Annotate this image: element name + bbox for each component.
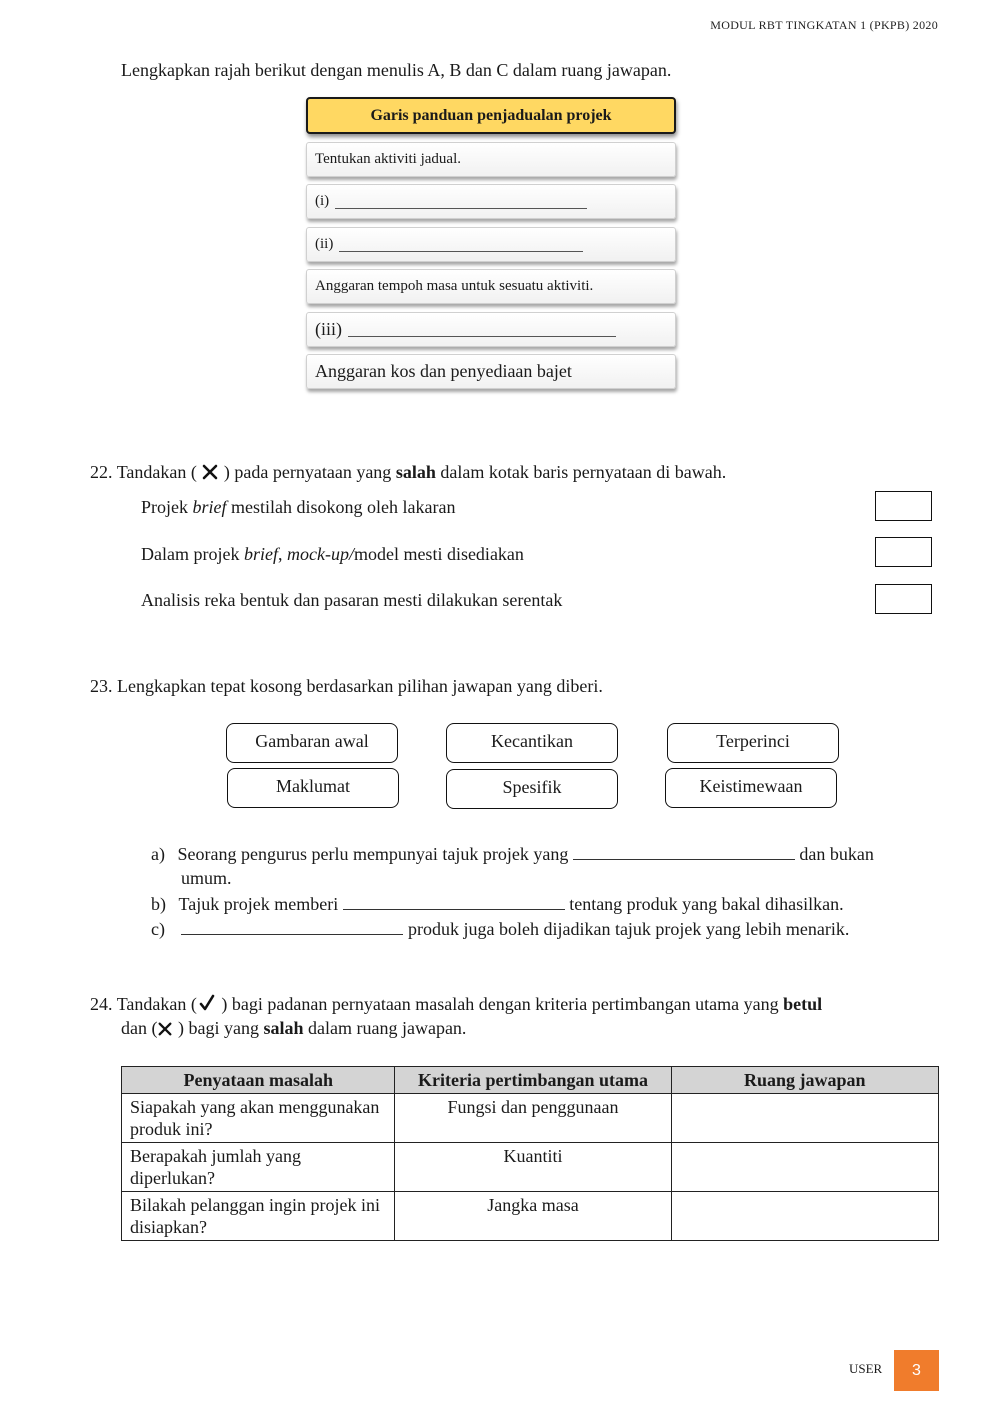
question-24-title-line2 xyxy=(121,1018,466,1039)
option-keistimewaan[interactable] xyxy=(665,768,837,808)
header-ruang-jawapan: Ruang jawapan xyxy=(671,1067,938,1094)
item-text: umum. xyxy=(181,868,232,888)
flow-step xyxy=(306,142,676,177)
instruction-text: dalam kotak baris pernyataan di bawah. xyxy=(440,462,727,482)
option-gambaran-awal[interactable] xyxy=(226,723,398,763)
question-21-instruction: Lengkapkan rajah berikut dengan menulis A, B dan C dalam ruang jawapan. xyxy=(121,60,672,80)
table-row xyxy=(122,1192,939,1241)
instruction-text: ) pada pernyataan yang xyxy=(223,462,392,482)
instruction-text: ) bagi yang xyxy=(177,1018,259,1038)
statement-text: Dalam projek xyxy=(141,544,244,564)
flow-step-blank-i xyxy=(306,184,676,219)
statement-3 xyxy=(141,590,562,611)
answer-box-1[interactable] xyxy=(875,491,932,521)
option-label: Keistimewaan xyxy=(699,775,803,796)
instruction-text: Tandakan ( xyxy=(116,462,197,482)
answer-box-3[interactable] xyxy=(875,584,932,614)
statement-italic: mock-up/ xyxy=(286,544,354,564)
fill-item-b xyxy=(151,893,844,915)
option-label: Terperinci xyxy=(716,730,790,751)
item-label: b) xyxy=(151,894,166,914)
option-kecantikan[interactable] xyxy=(446,723,618,763)
flow-step-label: (ii) xyxy=(315,236,334,252)
table-header-row xyxy=(122,1067,939,1094)
question-23-title xyxy=(90,676,603,697)
flow-step-label: (i) xyxy=(315,193,330,209)
flow-step-label: Anggaran kos dan penyediaan bajet xyxy=(315,361,572,381)
statement-2 xyxy=(141,544,524,565)
fill-item-a xyxy=(151,843,874,865)
item-text: Seorang pengurus perlu mempunyai tajuk projek yang xyxy=(177,844,569,864)
fill-item-c xyxy=(151,918,849,940)
flow-step-blank-iii xyxy=(306,312,676,347)
statement-text: , xyxy=(277,544,287,564)
answer-blank[interactable] xyxy=(348,322,616,337)
item-text: tentang produk yang bakal dihasilkan. xyxy=(569,894,844,914)
item-label: a) xyxy=(151,844,165,864)
option-terperinci[interactable] xyxy=(667,723,839,763)
option-label: Kecantikan xyxy=(491,730,573,751)
statement-text: model mesti disediakan xyxy=(353,544,524,564)
criteria-cell: Kuantiti xyxy=(395,1143,671,1192)
header-penyataan: Penyataan masalah xyxy=(122,1067,395,1094)
instruction-bold: salah xyxy=(263,1018,304,1038)
flow-title: Garis panduan penjadualan projek xyxy=(370,106,612,124)
answer-box-2[interactable] xyxy=(875,537,932,567)
option-label: Gambaran awal xyxy=(255,730,369,751)
answer-cell[interactable] xyxy=(671,1094,938,1143)
item-text: Tajuk projek memberi xyxy=(178,894,339,914)
statement-italic: brief xyxy=(243,544,278,564)
flow-title-box xyxy=(306,97,676,134)
question-number: 22. xyxy=(90,462,113,482)
cross-icon xyxy=(157,1021,173,1037)
flow-step-label: Tentukan aktiviti jadual. xyxy=(315,151,461,167)
statement-italic: brief xyxy=(192,497,227,517)
instruction-text: ) bagi padanan pernyataan masalah dengan kriteria pertimbangan utama yang xyxy=(221,994,779,1014)
instruction-text: Lengkapkan tepat kosong berdasarkan pilihan jawapan yang diberi. xyxy=(117,676,603,696)
page-number-badge: 3 xyxy=(894,1350,939,1391)
answer-blank[interactable] xyxy=(335,194,587,209)
criteria-cell: Fungsi dan penggunaan xyxy=(395,1094,671,1143)
instruction-bold: salah xyxy=(395,462,436,482)
answer-blank[interactable] xyxy=(343,893,565,910)
check-icon xyxy=(197,993,217,1013)
option-maklumat[interactable] xyxy=(227,768,399,808)
question-number: 24. xyxy=(90,994,113,1014)
table-row xyxy=(122,1143,939,1192)
instruction-text: Tandakan ( xyxy=(116,994,197,1014)
answer-blank[interactable] xyxy=(181,918,403,935)
criteria-table xyxy=(121,1066,939,1241)
header-kriteria: Kriteria pertimbangan utama xyxy=(395,1067,671,1094)
answer-cell[interactable] xyxy=(671,1192,938,1241)
flow-step-blank-ii xyxy=(306,227,676,262)
flow-step xyxy=(306,269,676,304)
criteria-cell: Jangka masa xyxy=(395,1192,671,1241)
statement-text: Projek xyxy=(141,497,193,517)
question-24-title xyxy=(90,993,822,1015)
problem-statement: Siapakah yang akan menggunakan produk ini? xyxy=(122,1094,395,1143)
page-header: MODUL RBT TINGKATAN 1 (PKPB) 2020 xyxy=(710,18,938,32)
instruction-text: dalam ruang jawapan. xyxy=(308,1018,467,1038)
question-number: 23. xyxy=(90,676,113,696)
answer-blank[interactable] xyxy=(339,237,583,252)
instruction-text: dan ( xyxy=(121,1018,158,1038)
flow-step xyxy=(306,354,676,389)
option-label: Maklumat xyxy=(276,775,350,796)
statement-1 xyxy=(141,497,455,518)
option-spesifik[interactable] xyxy=(446,769,618,809)
item-text: dan bukan xyxy=(799,844,874,864)
table-row xyxy=(122,1094,939,1143)
option-label: Spesifik xyxy=(502,776,562,797)
statement-text: mestilah disokong oleh lakaran xyxy=(226,497,456,517)
fill-item-a-cont xyxy=(181,868,232,889)
problem-statement: Berapakah jumlah yang diperlukan? xyxy=(122,1143,395,1192)
cross-icon xyxy=(201,463,219,481)
problem-statement: Bilakah pelanggan ingin projek ini disiapkan? xyxy=(122,1192,395,1241)
instruction-bold: betul xyxy=(783,994,823,1014)
answer-cell[interactable] xyxy=(671,1143,938,1192)
footer-user-label: USER xyxy=(849,1361,883,1376)
flow-step-label: Anggaran tempoh masa untuk sesuatu aktiviti. xyxy=(315,278,594,294)
question-22-title xyxy=(90,462,726,483)
item-label: c) xyxy=(151,919,165,939)
statement-text: Analisis reka bentuk dan pasaran mesti dilakukan serentak xyxy=(141,590,563,610)
flow-step-label: (iii) xyxy=(315,319,342,339)
item-text: produk juga boleh dijadikan tajuk projek yang lebih menarik. xyxy=(407,919,850,939)
answer-blank[interactable] xyxy=(573,843,795,860)
